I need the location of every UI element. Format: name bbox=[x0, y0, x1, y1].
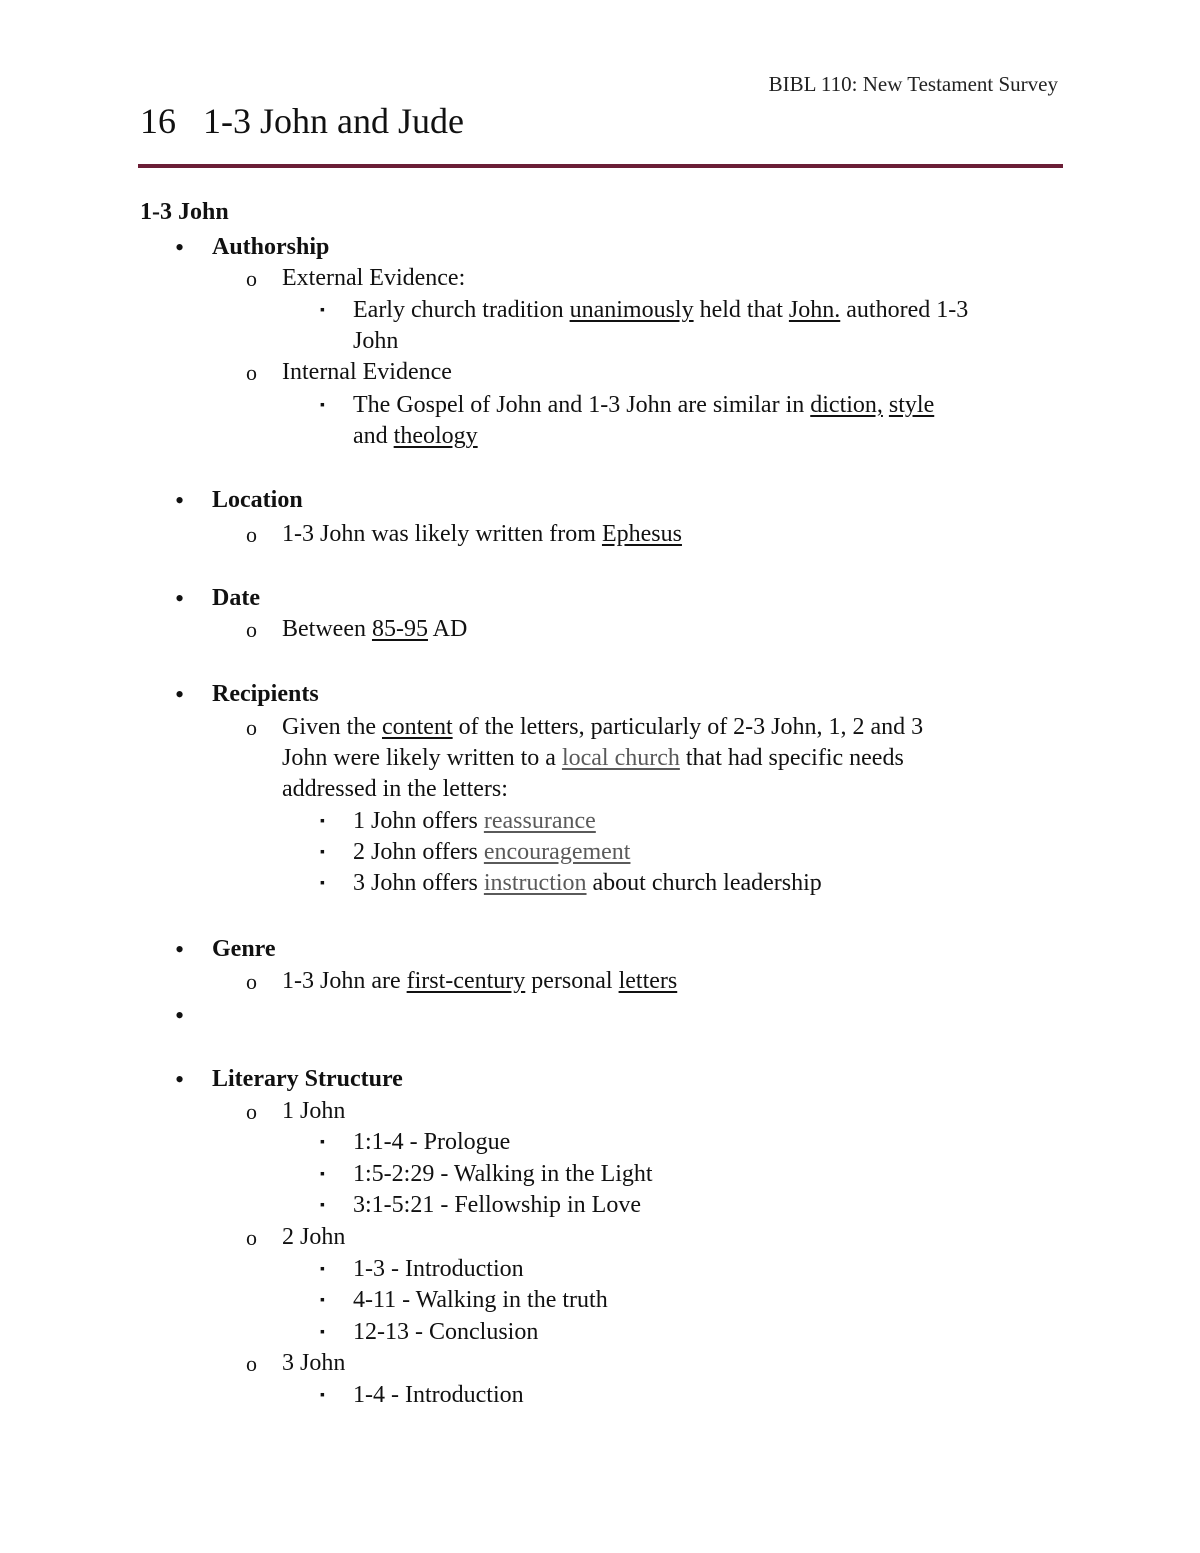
structure-item: 4-11 - Walking in the truth bbox=[353, 1287, 608, 1313]
internal-evidence-text: The Gospel of John and 1-3 John are similar in diction, style bbox=[353, 392, 935, 418]
circle-marker: o bbox=[246, 1225, 257, 1250]
structure-item: 3:1-5:21 - Fellowship in Love bbox=[353, 1192, 641, 1218]
circle-marker: o bbox=[246, 1351, 257, 1376]
structure-item: 1:1-4 - Prologue bbox=[353, 1129, 511, 1155]
recipients-heading: Recipients bbox=[212, 681, 319, 707]
genre-heading: Genre bbox=[212, 936, 276, 962]
bullet-marker: • bbox=[175, 680, 185, 709]
bullet-marker: • bbox=[175, 486, 185, 515]
square-marker: ▪ bbox=[320, 303, 325, 318]
underlined-term: diction, bbox=[810, 392, 883, 418]
square-marker: ▪ bbox=[320, 1262, 325, 1277]
recipients-sub-item: 3 John offers instruction about church leadership bbox=[353, 870, 822, 896]
bullet-marker: • bbox=[175, 584, 185, 613]
recipients-text-cont: addressed in the letters: bbox=[282, 776, 508, 802]
underlined-term: unanimously bbox=[569, 297, 694, 323]
underlined-term: John. bbox=[788, 297, 841, 323]
location-heading: Location bbox=[212, 487, 303, 513]
underlined-term: reassurance bbox=[483, 808, 596, 834]
bullet-marker: • bbox=[175, 1065, 185, 1094]
literary-structure-heading: Literary Structure bbox=[212, 1066, 403, 1092]
underlined-term: style bbox=[888, 392, 935, 418]
recipients-sub-item: 2 John offers encouragement bbox=[353, 839, 631, 865]
page-title: 16 1-3 John and Jude bbox=[140, 101, 464, 141]
location-text: 1-3 John was likely written from Ephesus bbox=[282, 521, 682, 547]
internal-evidence-text-cont: and theology bbox=[353, 423, 478, 449]
genre-text: 1-3 John are first-century personal letters bbox=[282, 968, 678, 994]
underlined-term: letters bbox=[618, 968, 678, 994]
underlined-term: theology bbox=[393, 423, 478, 449]
underlined-term: first-century bbox=[406, 968, 526, 994]
bullet-marker: • bbox=[175, 1001, 185, 1030]
section-heading: 1-3 John bbox=[140, 199, 229, 225]
external-evidence-text-cont: John bbox=[353, 328, 399, 354]
underlined-term: Ephesus bbox=[601, 521, 682, 547]
structure-book-label: 3 John bbox=[282, 1350, 346, 1376]
authorship-heading: Authorship bbox=[212, 234, 330, 260]
recipients-text-cont: John were likely written to a local church that had specific needs bbox=[282, 745, 904, 771]
circle-marker: o bbox=[246, 1099, 257, 1124]
underlined-term: instruction bbox=[483, 870, 587, 896]
circle-marker: o bbox=[246, 522, 257, 547]
recipients-text: Given the content of the letters, particularly of 2-3 John, 1, 2 and 3 bbox=[282, 714, 924, 740]
title-rule bbox=[138, 164, 1063, 168]
bullet-marker: • bbox=[175, 233, 185, 262]
underlined-term: content bbox=[381, 714, 453, 740]
circle-marker: o bbox=[246, 266, 257, 291]
square-marker: ▪ bbox=[320, 845, 325, 860]
structure-item: 1-4 - Introduction bbox=[353, 1382, 524, 1408]
square-marker: ▪ bbox=[320, 1135, 325, 1150]
recipients-sub-item: 1 John offers reassurance bbox=[353, 808, 596, 834]
square-marker: ▪ bbox=[320, 814, 325, 829]
square-marker: ▪ bbox=[320, 398, 325, 413]
external-evidence-text: Early church tradition unanimously held that John. authored 1-3 bbox=[353, 297, 969, 323]
circle-marker: o bbox=[246, 969, 257, 994]
circle-marker: o bbox=[246, 715, 257, 740]
date-text: Between 85-95 AD bbox=[282, 616, 468, 642]
structure-item: 12-13 - Conclusion bbox=[353, 1319, 539, 1345]
date-heading: Date bbox=[212, 585, 260, 611]
external-evidence-label: External Evidence: bbox=[282, 265, 466, 291]
square-marker: ▪ bbox=[320, 876, 325, 891]
square-marker: ▪ bbox=[320, 1198, 325, 1213]
square-marker: ▪ bbox=[320, 1325, 325, 1340]
square-marker: ▪ bbox=[320, 1293, 325, 1308]
course-name: BIBL 110: New Testament Survey bbox=[768, 72, 1058, 96]
structure-book-label: 2 John bbox=[282, 1224, 346, 1250]
structure-book-label: 1 John bbox=[282, 1098, 346, 1124]
bullet-marker: • bbox=[175, 935, 185, 964]
internal-evidence-label: Internal Evidence bbox=[282, 359, 452, 385]
underlined-term: encouragement bbox=[483, 839, 631, 865]
circle-marker: o bbox=[246, 617, 257, 642]
square-marker: ▪ bbox=[320, 1388, 325, 1403]
structure-item: 1-3 - Introduction bbox=[353, 1256, 524, 1282]
circle-marker: o bbox=[246, 360, 257, 385]
structure-item: 1:5-2:29 - Walking in the Light bbox=[353, 1161, 653, 1187]
underlined-term: local church bbox=[561, 745, 680, 771]
underlined-term: 85-95 bbox=[371, 616, 428, 642]
square-marker: ▪ bbox=[320, 1167, 325, 1182]
